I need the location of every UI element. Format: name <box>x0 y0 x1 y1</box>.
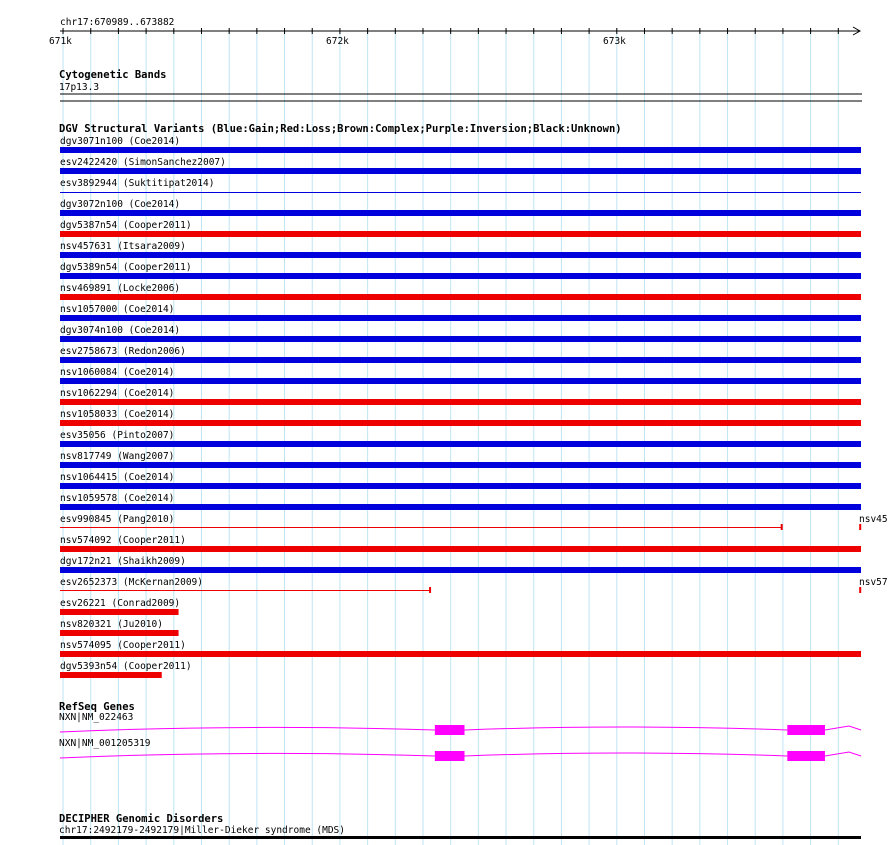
dgv-feature-bar[interactable] <box>60 168 861 174</box>
dgv-feature-bar[interactable] <box>60 504 861 510</box>
dgv-features <box>60 136 888 678</box>
dgv-feature-bar[interactable] <box>60 672 162 678</box>
refseq-exon[interactable] <box>787 751 825 761</box>
refseq-exon[interactable] <box>787 725 825 735</box>
cytoband-track-title: Cytogenetic Bands <box>59 69 167 81</box>
refseq-exon[interactable] <box>435 725 465 735</box>
dgv-feature-label: nsv817749 (Wang2007) <box>60 451 175 462</box>
dgv-feature-label: esv2652373 (McKernan2009) <box>60 577 203 588</box>
decipher-label: chr17:2492179-2492179|Miller-Dieker syndrome (MDS) <box>59 825 345 836</box>
dgv-feature-bar[interactable] <box>60 462 861 468</box>
dgv-feature-label: dgv3074n100 (Coe2014) <box>60 325 181 336</box>
dgv-feature-bar[interactable] <box>60 210 861 216</box>
dgv-feature-label: nsv1059578 (Coe2014) <box>60 493 175 504</box>
dgv-feature-label: esv26221 (Conrad2009) <box>60 598 181 609</box>
dgv-feature-label: dgv5393n54 (Cooper2011) <box>60 661 192 672</box>
dgv-feature-bar[interactable] <box>60 420 861 426</box>
tick-label-673k: 673k <box>603 36 626 47</box>
dgv-feature-label: nsv1058033 (Coe2014) <box>60 409 175 420</box>
dgv-track-title: DGV Structural Variants (Blue:Gain;Red:Loss;Brown:Complex;Purple:Inversion;Black:Unknown) <box>59 123 622 135</box>
dgv-feature-label: nsv1060084 (Coe2014) <box>60 367 175 378</box>
decipher-track <box>59 813 861 839</box>
location-label: chr17:670989..673882 <box>60 17 175 28</box>
refseq-transcript-label: NXN|NM_022463 <box>59 712 134 723</box>
refseq-exon[interactable] <box>435 751 465 761</box>
dgv-feature-label: esv990845 (Pang2010) <box>60 514 175 525</box>
dgv-feature-bar[interactable] <box>60 546 861 552</box>
refseq-track <box>59 701 861 761</box>
dgv-feature-label: dgv5387n54 (Cooper2011) <box>60 220 192 231</box>
dgv-feature-bar[interactable] <box>60 252 861 258</box>
dgv-feature-bar[interactable] <box>60 630 179 636</box>
tick-label-671k: 671k <box>49 36 72 47</box>
refseq-track-title: RefSeq Genes <box>59 701 135 713</box>
dgv-feature-bar[interactable] <box>60 651 861 657</box>
dgv-feature-label: nsv469891 (Locke2006) <box>60 283 181 294</box>
decipher-bar[interactable] <box>60 836 861 839</box>
dgv-feature-label: esv2422420 (SimonSanchez2007) <box>60 157 226 168</box>
refseq-features <box>59 712 861 761</box>
dgv-feature-label: dgv3071n100 (Coe2014) <box>60 136 181 147</box>
dgv-feature-end-tick[interactable] <box>781 524 783 530</box>
dgv-feature-label: dgv3072n100 (Coe2014) <box>60 199 181 210</box>
dgv-feature-label: esv2758673 (Redon2006) <box>60 346 186 357</box>
dgv-feature-bar[interactable] <box>60 527 782 528</box>
dgv-edge-label: nsv57 <box>859 577 888 588</box>
dgv-feature-label: nsv1064415 (Coe2014) <box>60 472 175 483</box>
dgv-feature-label: esv35056 (Pinto2007) <box>60 430 175 441</box>
dgv-edge-label: nsv45 <box>859 514 888 525</box>
dgv-feature-label: nsv1062294 (Coe2014) <box>60 388 175 399</box>
dgv-feature-bar[interactable] <box>60 231 861 237</box>
dgv-feature-label: nsv1057000 (Coe2014) <box>60 304 175 315</box>
dgv-feature-bar[interactable] <box>60 483 861 489</box>
dgv-feature-label: nsv574092 (Cooper2011) <box>60 535 186 546</box>
dgv-feature-label: dgv172n21 (Shaikh2009) <box>60 556 186 567</box>
dgv-feature-bar[interactable] <box>60 336 861 342</box>
dgv-feature-bar[interactable] <box>60 399 861 405</box>
dgv-feature-bar[interactable] <box>60 147 861 153</box>
dgv-feature-bar[interactable] <box>60 192 861 193</box>
dgv-feature-bar[interactable] <box>60 590 430 591</box>
cytoband-label: 17p13.3 <box>59 82 100 93</box>
dgv-feature-label: dgv5389n54 (Cooper2011) <box>60 262 192 273</box>
dgv-feature-bar[interactable] <box>60 357 861 363</box>
ruler <box>49 17 860 47</box>
dgv-feature-bar[interactable] <box>60 609 179 615</box>
refseq-transcript-label: NXN|NM_001205319 <box>59 738 151 749</box>
dgv-feature-bar[interactable] <box>60 315 861 321</box>
dgv-feature-bar[interactable] <box>60 294 861 300</box>
cytoband-track <box>59 69 862 101</box>
dgv-feature-label: esv3892944 (Suktitipat2014) <box>60 178 215 189</box>
tick-label-672k: 672k <box>326 36 349 47</box>
dgv-feature-bar[interactable] <box>60 273 861 279</box>
dgv-feature-end-tick[interactable] <box>429 587 431 593</box>
dgv-feature-bar[interactable] <box>60 441 861 447</box>
dgv-feature-bar[interactable] <box>60 567 861 573</box>
dgv-feature-label: nsv820321 (Ju2010) <box>60 619 163 630</box>
dgv-feature-label: nsv457631 (Itsara2009) <box>60 241 186 252</box>
dgv-feature-label: nsv574095 (Cooper2011) <box>60 640 186 651</box>
decipher-track-title: DECIPHER Genomic Disorders <box>59 813 224 825</box>
dgv-track <box>59 123 888 678</box>
dgv-feature-bar[interactable] <box>60 378 861 384</box>
